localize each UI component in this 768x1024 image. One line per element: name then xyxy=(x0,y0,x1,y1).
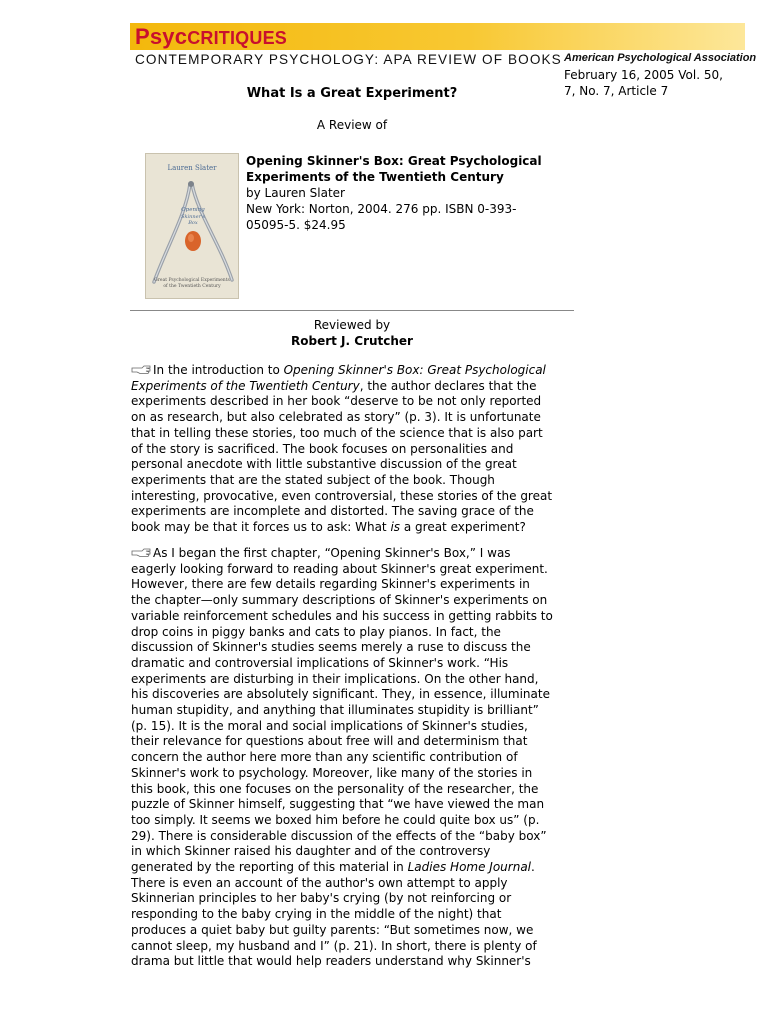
paragraph-line: personal anecdote with little substantive discussion of the great xyxy=(131,457,517,472)
paragraph-line: that in telling these stories, too much of the science that is also part xyxy=(131,425,543,440)
paragraph-line: this book, this one focuses on the personality of the researcher, the xyxy=(131,781,539,796)
issue-info xyxy=(564,67,744,99)
paragraph-line: Experiments of the Twentieth Century, the author declares that the xyxy=(131,378,537,393)
paragraph-line: their relevance for questions about free will and determinism that xyxy=(131,734,528,749)
publisher-name: American Psychological Association xyxy=(564,52,757,64)
reviewed-by-label: Reviewed by xyxy=(313,318,391,332)
paragraph-line: However, there are few details regarding Skinner's experiments in xyxy=(131,577,530,592)
pointing-hand-icon xyxy=(131,547,151,557)
paragraph-line: book may be that it forces us to ask: What is a great experiment? xyxy=(131,520,526,535)
cover-title-1: Opening xyxy=(181,207,205,213)
journal-subtitle: CONTEMPORARY PSYCHOLOGY: APA REVIEW OF BOOKS xyxy=(135,52,562,67)
paragraph-line: variable reinforcement schedules and his success in getting rabbits to xyxy=(131,608,553,623)
issue-line-1: February 16, 2005 Vol. 50, xyxy=(564,68,723,82)
paragraph-line: his discoveries are absolutely significant. They, in essence, illuminate xyxy=(131,687,550,702)
paragraph-line: produces a quiet baby but guilty parents: “But sometimes now, we xyxy=(131,922,534,937)
paragraph-line: puzzle of Skinner himself, suggesting that “we have viewed the man xyxy=(131,797,545,812)
book-info xyxy=(246,153,566,233)
book-title-line-2: Experiments of the Twentieth Century xyxy=(246,170,504,184)
paragraph-line: the chapter—only summary descriptions of Skinner's experiments on xyxy=(131,593,548,608)
review-paragraph-1 xyxy=(131,363,575,536)
paragraph-line: drama but little that would help readers understand why Skinner's xyxy=(131,954,531,969)
reviewer-name: Robert J. Crutcher xyxy=(291,334,413,348)
paragraph-line: discussion of Skinner's studies seems merely a ruse to discuss the xyxy=(131,640,531,655)
cover-subtitle: Great Psychological Experiments of the Twentieth Century xyxy=(154,278,230,289)
paragraph-line: in which Skinner raised his daughter and of the controversy xyxy=(131,844,491,859)
book-cover-image xyxy=(145,153,239,299)
cover-author: Lauren Slater xyxy=(167,164,217,172)
paragraph-line: (p. 15). It is the moral and social implications of Skinner's studies, xyxy=(131,718,528,733)
section-divider xyxy=(130,310,574,311)
cover-title-3: Box xyxy=(188,220,198,226)
cover-title-2: Skinner's xyxy=(181,214,205,220)
book-title-line-1: Opening Skinner's Box: Great Psychological xyxy=(246,154,542,168)
book-author: by Lauren Slater xyxy=(246,186,345,200)
review-of-label: A Review of xyxy=(316,118,388,132)
paragraph-line: human stupidity, and anything that illuminates stupidity is brilliant” xyxy=(131,703,539,718)
paragraph-line: In the introduction to Opening Skinner's Box: Great Psychological xyxy=(131,363,575,379)
nutcracker-illustration xyxy=(146,154,238,298)
review-paragraph-2 xyxy=(131,546,575,970)
paragraph-line: There is even an account of the author's own attempt to apply xyxy=(131,875,508,890)
issue-line-2: 7, No. 7, Article 7 xyxy=(564,84,669,98)
paragraph-line: generated by the reporting of this material in Ladies Home Journal. xyxy=(131,860,535,875)
paragraph-line: experiments are incomplete and distorted. The saving grace of the xyxy=(131,504,534,519)
paragraph-line: responding to the baby crying in the middle of the night) that xyxy=(131,907,502,922)
paragraph-line: concern the author here more than any scientific contribution of xyxy=(131,750,518,765)
paragraph-line: dramatic and controversial implications of Skinner's work. “His xyxy=(131,655,509,670)
paragraph-line: As I began the first chapter, “Opening Skinner's Box,” I was xyxy=(131,546,575,562)
article-title: What Is a Great Experiment? xyxy=(246,86,458,101)
brand-psyc: Psyc xyxy=(135,24,188,49)
paragraph-line: Skinnerian principles to her baby's crying (by not reinforcing or xyxy=(131,891,512,906)
paragraph-line: too simply. It seems we boxed him before he could quite box us” (p. xyxy=(131,812,540,827)
pointing-hand-icon xyxy=(131,364,151,374)
paragraph-line: drop coins in piggy banks and cats to play pianos. In fact, the xyxy=(131,624,501,639)
book-pub-line-1: New York: Norton, 2004. 276 pp. ISBN 0-393- xyxy=(246,202,517,216)
brand-critiques: CRITIQUES xyxy=(187,28,287,48)
brand-logo xyxy=(135,24,287,51)
book-pub-line-2: 05095-5. $24.95 xyxy=(246,218,346,232)
paragraph-line: cannot sleep, my husband and I” (p. 21). In short, there is plenty of xyxy=(131,938,537,953)
paragraph-line: experiments described in her book “deserve to be not only reported xyxy=(131,394,542,409)
paragraph-line: eagerly looking forward to reading about Skinner's great experiment. xyxy=(131,561,548,576)
paragraph-line: 29). There is considerable discussion of the effects of the “baby box” xyxy=(131,828,547,843)
paragraph-line: interesting, provocative, even controversial, these stories of the great xyxy=(131,488,553,503)
paragraph-line: experiments are disturbing in their implications. On the other hand, xyxy=(131,671,539,686)
paragraph-line: experiments that are the stated subject of the book. Though xyxy=(131,472,495,487)
paragraph-line: of the story is sacrificed. The book focuses on personalities and xyxy=(131,441,514,456)
paragraph-line: on as research, but also celebrated as story” (p. 3). It is unfortunate xyxy=(131,410,541,425)
header-banner xyxy=(130,23,745,50)
paragraph-line: Skinner's work to psychology. Moreover, like many of the stories in xyxy=(131,765,533,780)
